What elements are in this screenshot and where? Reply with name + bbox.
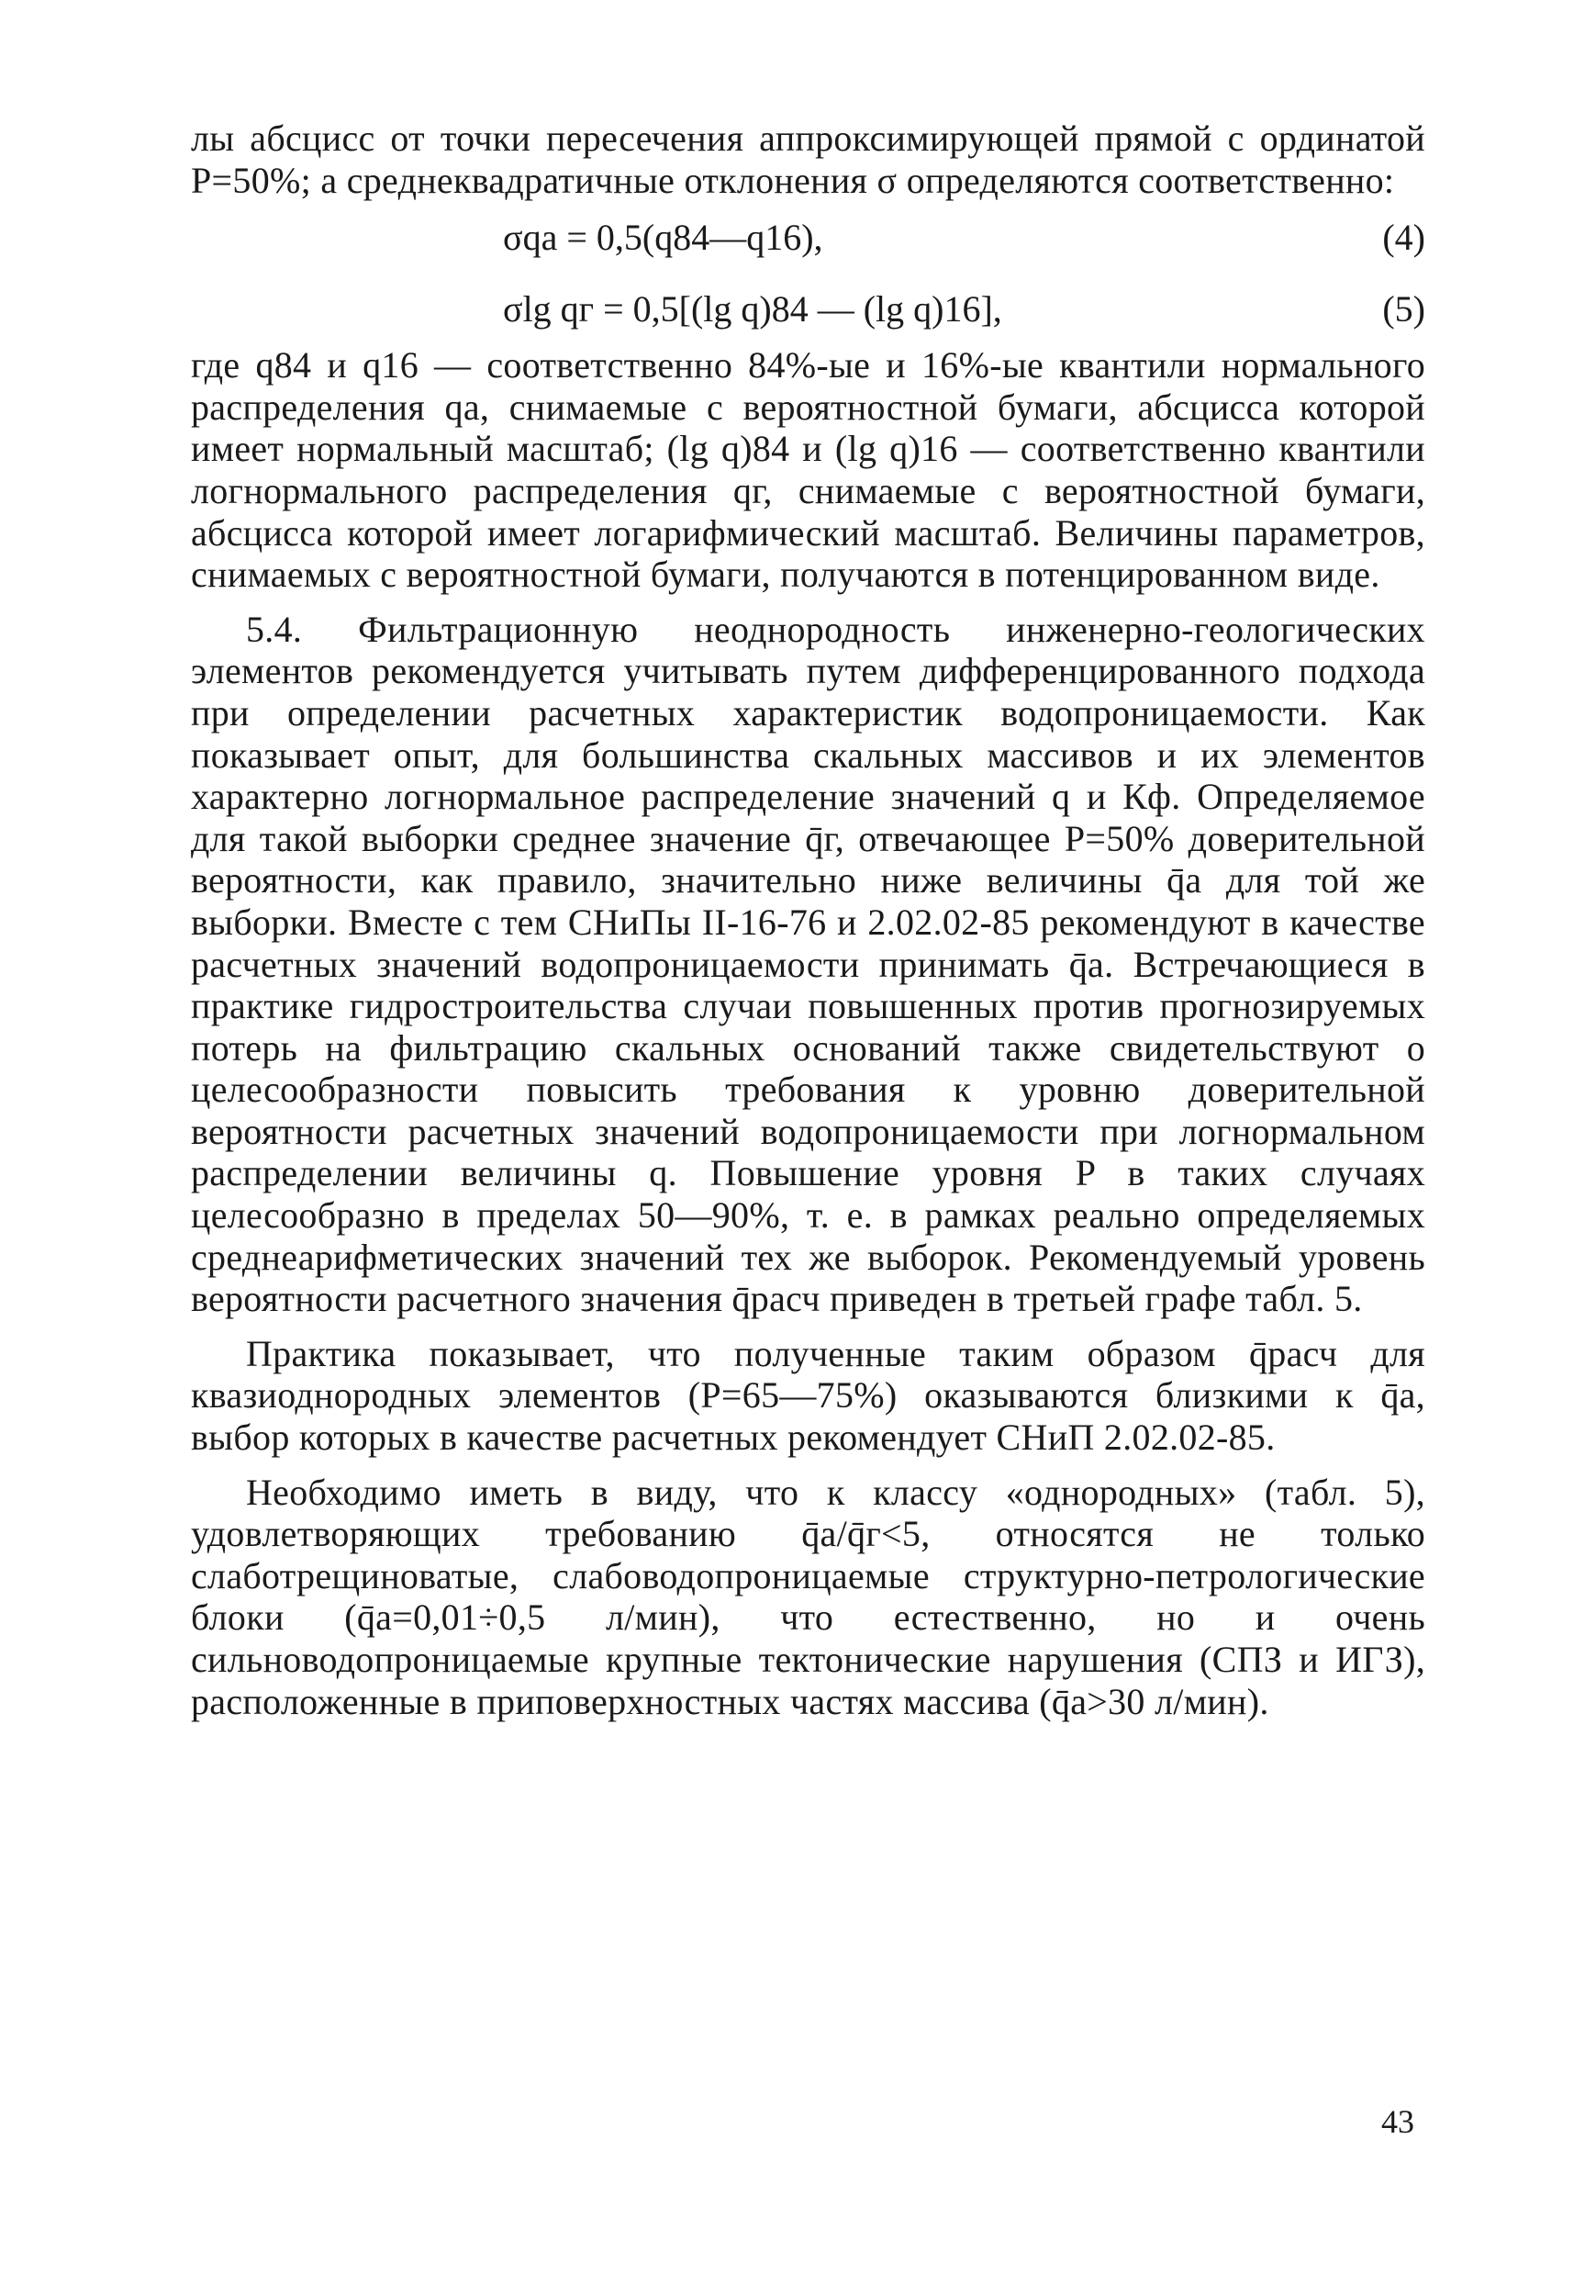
equation-5-number: (5) [1382, 288, 1425, 330]
paragraph-1: лы абсцисс от точки пересечения аппроксимирующей прямой с ординатой P=50%; а среднеквадратичные отклонения σ определяются соответственно: [191, 118, 1425, 201]
paragraph-2: где q84 и q16 — соответственно 84%-ые и 16%-ые квантили нормального распределения qа, снимаемые с вероятностной бумаги, абсцисса которой имеет нормальный масштаб; (lg q)84 и (lg q)16 — соответственно квантили логнормального распределения qг, снимаемые с вероятностной бумаги, абсцисса которой имеет логарифмический масштаб. Величины параметров, снимаемых с вероятностной бумаги, получаются в потенцированном виде. [191, 344, 1425, 596]
page-number: 43 [1381, 2103, 1414, 2140]
equation-4 [191, 201, 1425, 273]
equation-5-expression: σlg qг = 0,5[(lg q)84 — (lg q)16], [503, 288, 1002, 330]
equation-4-expression: σqа = 0,5(q84—q16), [503, 217, 823, 259]
equation-5 [191, 273, 1425, 344]
paragraph-section-5-4: 5.4. Фильтрационную неоднородность инженерно-геологических элементов рекомендуется учитывать путем дифференцированного подхода при определении расчетных характеристик водопроницаемости. Как показывает опыт, для большинства скальных массивов и их элементов характерно логнормальное распределение значений q и Кф. Определяемое для такой выборки среднее значение q̄г, отвечающее P=50% доверительной вероятности, как правило, значительно ниже величины q̄а для той же выборки. Вместе с тем СНиПы II-16-76 и 2.02.02-85 рекомендуют в качестве расчетных значений водопроницаемости принимать q̄а. Встречающиеся в практике гидростроительства случаи повышенных против прогнозируемых потерь на фильтрацию скальных оснований также свидетельствуют о целесообразности повысить требования к уровню доверительной вероятности расчетных значений водопроницаемости при логнормальном распределении величины q. Повышение уровня P в таких случаях целесообразно в пределах 50—90%, т. е. в рамках реально определяемых среднеарифметических значений тех же выборок. Рекомендуемый уровень вероятности расчетного значения q̄расч приведен в третьей графе табл. 5. [191, 608, 1425, 1320]
paragraph-4: Практика показывает, что полученные таким образом q̄расч для квазиоднородных элементов (P=65—75%) оказываются близкими к q̄а, выбор которых в качестве расчетных рекомендует СНиП 2.02.02-85. [191, 1332, 1425, 1459]
paragraph-5: Необходимо иметь в виду, что к классу «однородных» (табл. 5), удовлетворяющих требованию q̄а/q̄г<5, относятся не только слаботрещиноватые, слабоводопроницаемые структурно-петрологические блоки (q̄а=0,01÷0,5 л/мин), что естественно, но и очень сильноводопроницаемые крупные тектонические нарушения (СПЗ и ИГЗ), расположенные в приповерхностных частях массива (q̄а>30 л/мин). [191, 1471, 1425, 1722]
equation-4-number: (4) [1382, 217, 1425, 259]
page-body [191, 118, 1425, 1722]
